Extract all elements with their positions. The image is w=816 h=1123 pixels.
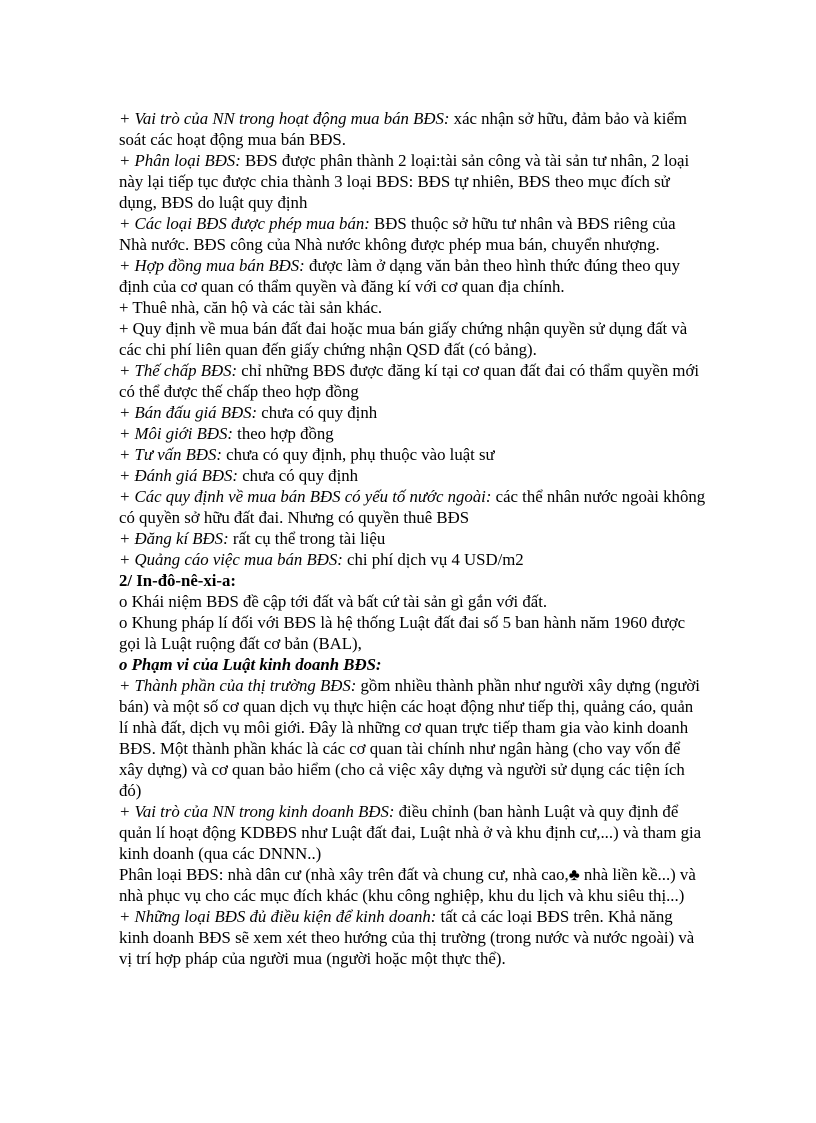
section-heading-indonesia: 2/ In-đô-nê-xi-a:: [119, 571, 237, 590]
paragraph-text: Phân loại BĐS: nhà dân cư (nhà xây trên đất và chung cư, nhà cao,: [119, 865, 569, 884]
paragraph-text: gồm nhiều thành phần như người xây dựng (người bán) và một số cơ quan dịch vụ thực hiện các hoạt động như tiếp thị, quảng cáo, quản lí nhà đất, dịch vụ môi giới. Đây là những cơ quan trực tiếp tham gia vào kinh doanh BĐS. Một thành phần khác là các cơ quan tài chính như ngân hàng (cho vay vốn để xây dựng) và cơ quan bảo hiểm (cho cả việc xây dựng và người sử dụng các tiện ích đó): [119, 676, 700, 800]
paragraph-state-role-trading: [119, 108, 706, 150]
paragraph-lead: + Hợp đồng mua bán BĐS:: [119, 256, 305, 275]
paragraph-text: xác nhận sở hữu, đảm bảo và kiểm soát các hoạt động mua bán BĐS.: [119, 109, 687, 149]
paragraph-concept: [119, 591, 706, 612]
paragraph-mortgage: [119, 360, 706, 402]
paragraph-lead: + Thế chấp BĐS:: [119, 361, 238, 380]
paragraph-lead: + Tư vấn BĐS:: [119, 445, 222, 464]
paragraph-sales-contract: [119, 255, 706, 297]
paragraph-text: các thể nhân nước ngoài không có quyền sở hữu đất đai. Nhưng có quyền thuê BĐS: [119, 487, 706, 527]
paragraph-text: chỉ những BĐS được đăng kí tại cơ quan đất đai có thẩm quyền mới có thể được thế chấp theo hợp đồng: [119, 361, 699, 401]
club-icon: ♣: [568, 865, 580, 884]
paragraph-text: theo hợp đồng: [232, 424, 334, 443]
paragraph-auction: [119, 402, 706, 423]
paragraph-text: o Khung pháp lí đối với BĐS là hệ thống Luật đất đai số 5 ban hành năm 1960 được gọi là Luật ruộng đất cơ bản (BAL),: [119, 613, 686, 653]
paragraph-lead: + Đánh giá BĐS:: [119, 466, 238, 485]
paragraph-tradable-types: [119, 213, 706, 255]
paragraph-land-regulation: [119, 318, 706, 360]
paragraph-eligible-types: [119, 906, 706, 969]
paragraph-text: + Thuê nhà, căn hộ và các tài sản khác.: [119, 298, 383, 317]
paragraph-text: điều chỉnh (ban hành Luật và quy định để quản lí hoạt động KDBĐS như Luật đất đai, Luật nhà ở và khu định cư,...) và tham gia kinh doanh (qua các DNNN..): [119, 802, 702, 863]
paragraph-rental: [119, 297, 706, 318]
paragraph-property-classification: [119, 864, 706, 906]
paragraph-market-components: [119, 675, 706, 801]
paragraph-consulting: [119, 444, 706, 465]
sub-heading-scope: o Phạm vi của Luật kinh doanh BĐS:: [119, 655, 382, 674]
paragraph-text: chi phí dịch vụ 4 USD/m2: [342, 550, 524, 569]
paragraph-lead: + Môi giới BĐS:: [119, 424, 233, 443]
paragraph-registration: [119, 528, 706, 549]
paragraph-lead: + Bán đấu giá BĐS:: [119, 403, 258, 422]
paragraph-foreign-element: [119, 486, 706, 528]
paragraph-text: tất cả các loại BĐS trên. Khả năng kinh doanh BĐS sẽ xem xét theo hướng của thị trường (trong nước và nước ngoài) và vị trí hợp pháp của người mua (người hoặc một thực thể).: [119, 907, 695, 968]
paragraph-lead: + Thành phần của thị trường BĐS:: [119, 676, 357, 695]
paragraph-text: được làm ở dạng văn bản theo hình thức đúng theo quy định của cơ quan có thẩm quyền và đăng kí với cơ quan địa chính.: [119, 256, 680, 296]
paragraph-text: chưa có quy định: [257, 403, 378, 422]
paragraph-classification: [119, 150, 706, 213]
paragraph-text: o Khái niệm BĐS đề cập tới đất và bất cứ tài sản gì gắn với đất.: [119, 592, 548, 611]
paragraph-lead: + Các loại BĐS được phép mua bán:: [119, 214, 370, 233]
paragraph-text: chưa có quy định: [238, 466, 359, 485]
paragraph-brokerage: [119, 423, 706, 444]
paragraph-advertising: [119, 549, 706, 570]
paragraph-lead: + Những loại BĐS đủ điều kiện để kinh doanh:: [119, 907, 437, 926]
paragraph-text: BĐS thuộc sở hữu tư nhân và BĐS riêng của Nhà nước. BĐS công của Nhà nước không được phép mua bán, chuyển nhượng.: [119, 214, 676, 254]
paragraph-text: nhà liền kề...) và nhà phục vụ cho các mục đích khác (khu công nghiệp, khu du lịch và khu siêu thị...): [119, 865, 696, 905]
paragraph-lead: + Đăng kí BĐS:: [119, 529, 229, 548]
paragraph-lead: + Vai trò của NN trong hoạt động mua bán BĐS:: [119, 109, 450, 128]
paragraph-text: chưa có quy định, phụ thuộc vào luật sư: [221, 445, 495, 464]
paragraph-text: rất cụ thể trong tài liệu: [228, 529, 386, 548]
paragraph-lead: + Phân loại BĐS:: [119, 151, 241, 170]
paragraph-lead: + Các quy định về mua bán BĐS có yếu tố nước ngoài:: [119, 487, 492, 506]
paragraph-text: + Quy định về mua bán đất đai hoặc mua bán giấy chứng nhận quyền sử dụng đất và các chi phí liên quan đến giấy chứng nhận QSD đất (có bảng).: [119, 319, 688, 359]
paragraph-legal-framework: [119, 612, 706, 654]
paragraph-state-role-business: [119, 801, 706, 864]
paragraph-valuation: [119, 465, 706, 486]
paragraph-lead: + Quảng cáo việc mua bán BĐS:: [119, 550, 343, 569]
paragraph-text: BĐS được phân thành 2 loại:tài sản công và tài sản tư nhân, 2 loại này lại tiếp tục được chia thành 3 loại BĐS: BĐS tự nhiên, BĐS theo mục đích sử dụng, BĐS do luật quy định: [119, 151, 690, 212]
paragraph-lead: + Vai trò của NN trong kinh doanh BĐS:: [119, 802, 395, 821]
